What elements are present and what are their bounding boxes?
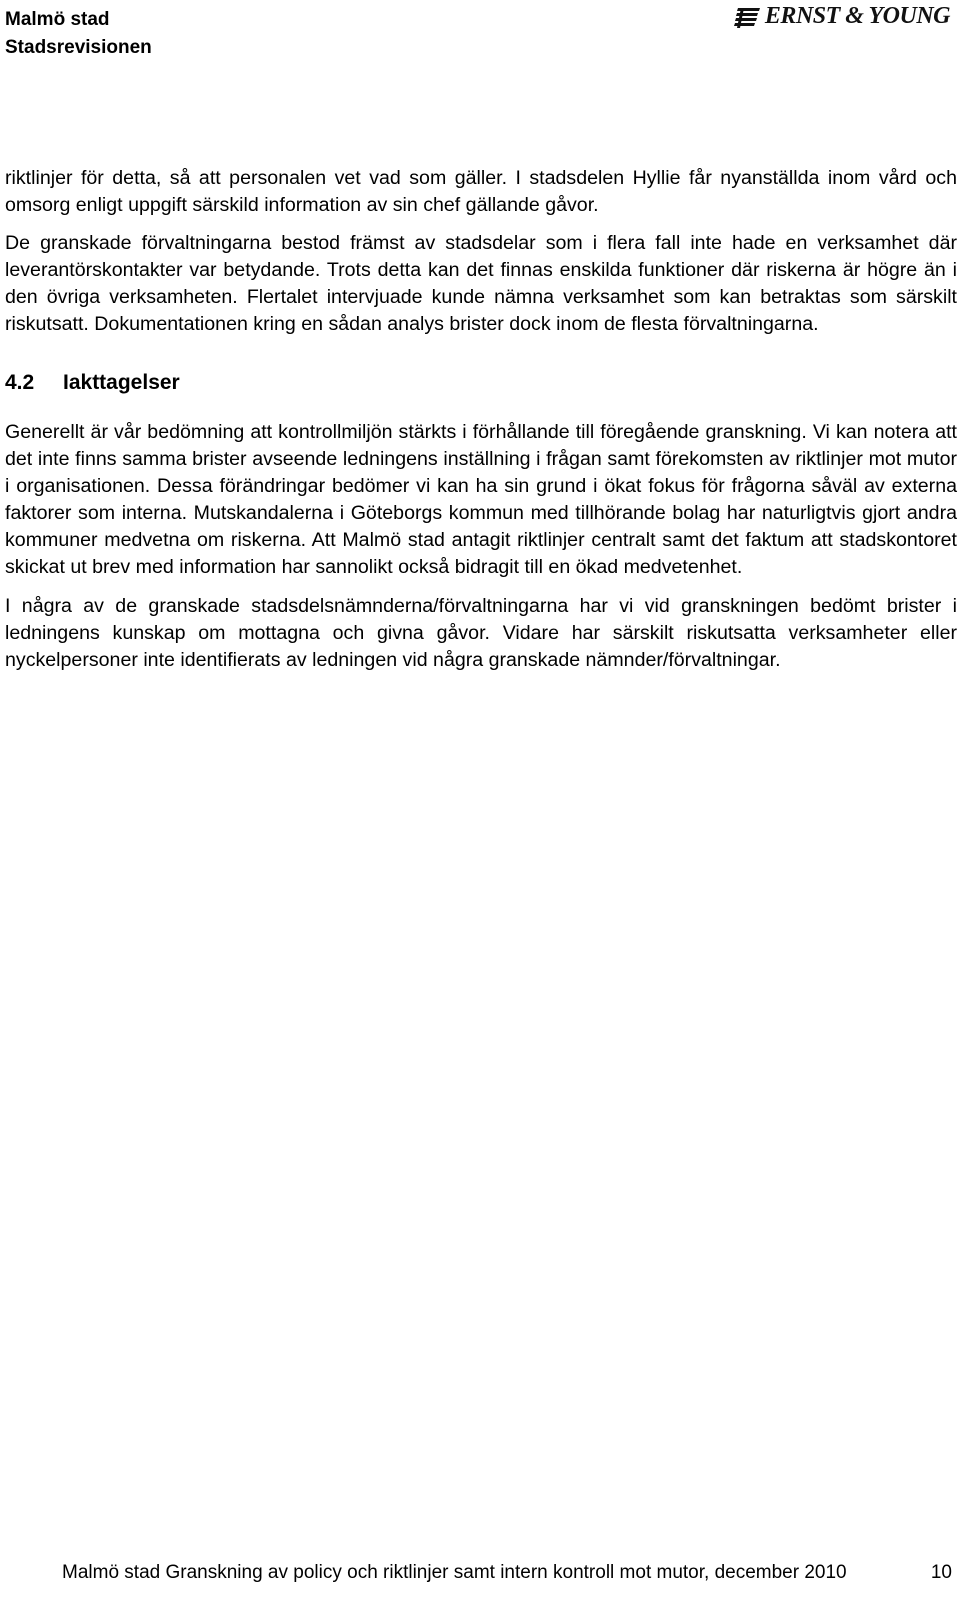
page-header: [0, 0, 960, 60]
footer-text: Malmö stad Granskning av policy och riktlinjer samt intern kontroll mot mutor, december 2010: [62, 1562, 847, 1583]
paragraph-2: De granskade förvaltningarna bestod främst av stadsdelar som i flera fall inte hade en verksamhet där leverantörskontakter var betydande. Trots detta kan det finnas enskilda funktioner där riskerna är högre än i den övriga verksamheten. Flertalet intervjuade kunde nämna verksamhet som kan betraktas som särskilt riskutsatt. Dokumentationen kring en sådan analys brister dock inom de flesta förvaltningarna.: [5, 232, 957, 335]
ey-stripes-icon: [732, 6, 762, 30]
section-title: Iakttagelser: [63, 371, 180, 394]
ernst-young-logo: [732, 2, 950, 30]
section-number: 4.2: [5, 371, 35, 394]
section-heading: [5, 368, 957, 398]
org-line-2: Stadsrevisionen: [5, 37, 152, 58]
logo-text: ERNST & YOUNG: [764, 3, 950, 29]
page-footer: [62, 1560, 952, 1586]
organization-name: [5, 6, 152, 62]
paragraph-3: Generellt är vår bedömning att kontrollmiljön stärkts i förhållande till föregående granskning. Vi kan notera att det inte finns samma brister avseende ledningens inställning i frågan samt förekomsten av riktlinjer mot mutor i organisationen. Dessa förändringar bedömer vi kan ha sin grund i ökat fokus för frågorna såväl av externa faktorer som interna. Mutskandalerna i Göteborgs kommun med tillhörande bolag har naturligtvis gjort andra kommuner medvetna om riskerna. Att Malmö stad antagit riktlinjer centralt samt det faktum att stadskontoret skickat ut brev med information har sannolikt också bidragit till en ökad medvetenhet.: [5, 421, 957, 578]
document-body: [5, 165, 957, 674]
page-number: 10: [930, 1562, 952, 1583]
org-line-1: Malmö stad: [5, 9, 110, 30]
paragraph-1: riktlinjer för detta, så att personalen vet vad som gäller. I stadsdelen Hyllie får nyanställda inom vård och omsorg enligt uppgift särskild information av sin chef gällande gåvor.: [5, 167, 957, 216]
paragraph-4: I några av de granskade stadsdelsnämnderna/förvaltningarna har vi vid granskningen bedömt brister i ledningens kunskap om mottagna och givna gåvor. Vidare har särskilt riskutsatta verksamheter eller nyckelpersoner inte identifierats av ledningen vid några granskade nämnder/förvaltningar.: [5, 595, 957, 671]
